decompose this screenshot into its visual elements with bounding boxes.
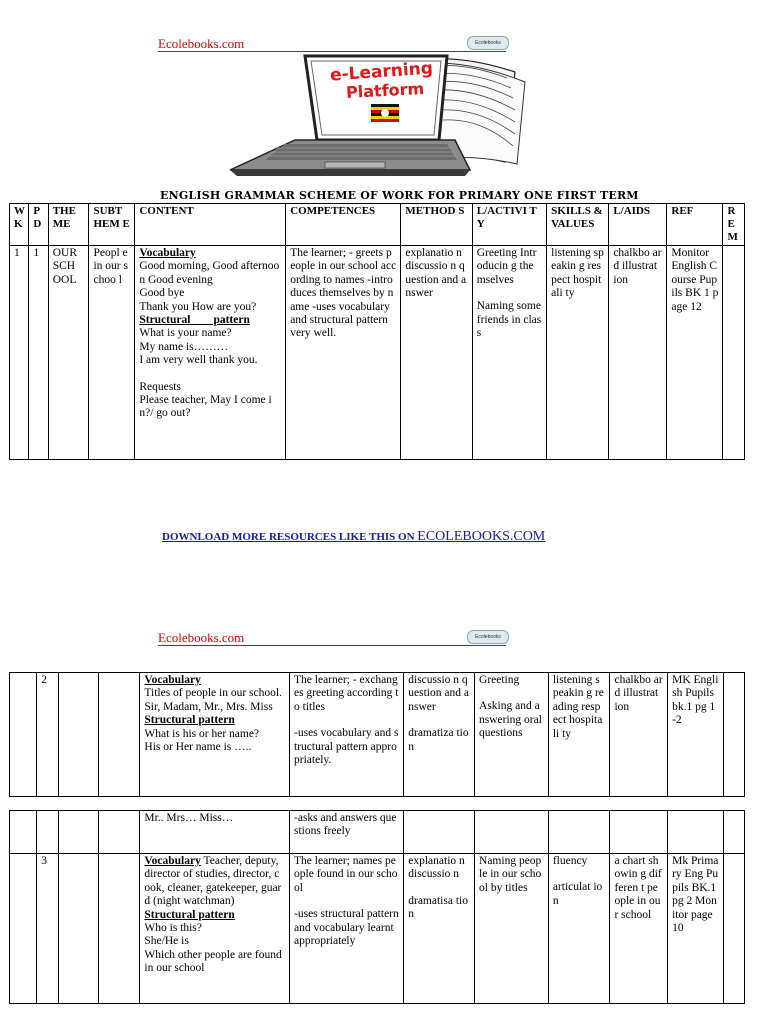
structural-pattern-heading: Structural pattern: [144, 714, 235, 727]
cell-competences: -asks and answers questions freely: [290, 811, 404, 854]
cell-skills: [548, 854, 610, 1004]
cell-ref: [668, 811, 724, 854]
scheme-table-3: [9, 810, 745, 1004]
content-line: My name is………: [139, 340, 229, 353]
competence-line: The learner; names people found in our school: [294, 855, 398, 894]
cell-skills: listening speakin g respect hospitali ty: [547, 246, 609, 460]
content-line: Good morning, Good afternoon Good evening: [139, 260, 280, 286]
cell-rem: [723, 811, 744, 854]
cell-rem: [723, 246, 745, 460]
competence-line: The learner; - exchanges greeting according to titles: [294, 674, 399, 713]
cell-aids: a chart showin g differen t people in our school: [610, 854, 668, 1004]
cell-ref: MK English Pupils bk.1 pg 1-2: [668, 673, 724, 797]
structural-pattern-heading: Structural pattern: [144, 908, 235, 921]
cell-wk: 1: [10, 246, 29, 460]
content-line: Who is this?: [144, 922, 202, 935]
table-row: [10, 811, 745, 854]
method-line: dramatiza tion: [408, 727, 469, 753]
cell-pd: 1: [29, 246, 48, 460]
banner-text-line2: Platform: [345, 78, 425, 103]
table-row: [10, 673, 745, 797]
col-header-methods: METHOD S: [401, 204, 472, 246]
cell-methods: [404, 811, 475, 854]
cell-wk: [10, 854, 37, 1004]
download-site[interactable]: ECOLEBOOKS.COM: [417, 529, 546, 544]
cell-content: Mr.. Mrs… Miss…: [140, 811, 290, 854]
cell-skills: [548, 811, 610, 854]
cell-rem: [723, 854, 744, 1004]
content-line: I am very well thank you.: [139, 354, 258, 367]
col-header-rem: R E M: [723, 204, 745, 246]
col-header-skills: SKILLS & VALUES: [547, 204, 609, 246]
table-header-row: [10, 204, 745, 246]
cell-content: [140, 854, 290, 1004]
competence-line: -uses structural pattern and vocabulary learnt appropriately: [294, 908, 399, 948]
vocabulary-heading: Vocabulary: [144, 674, 201, 686]
cell-pd: 3: [37, 854, 58, 1004]
cell-theme: [58, 811, 98, 854]
cell-ref: Mk Primary Eng Pupils BK.1 pg 2 Monitor page 10: [668, 854, 724, 1004]
cell-pd: 2: [37, 673, 58, 797]
cell-subtheme: [98, 673, 139, 797]
col-header-competences: COMPETENCES: [286, 204, 401, 246]
skill-line: fluency: [552, 855, 588, 867]
cell-subtheme: [98, 811, 139, 854]
cell-aids: chalkbo ard illustrat ion: [610, 673, 668, 797]
cell-subtheme: Peopl e in our schoo l: [89, 246, 135, 460]
col-header-activity: L/ACTIVI TY: [472, 204, 546, 246]
cell-subtheme: [98, 854, 139, 1004]
header-rule-page2: [158, 645, 506, 646]
cell-wk: [10, 811, 37, 854]
activity-line: Naming some friends in class: [476, 300, 542, 340]
competence-line: -uses vocabulary and structural pattern appropriately.: [294, 727, 399, 767]
cell-aids: [610, 811, 668, 854]
banner-text-line1: e-Learning: [329, 58, 434, 86]
col-header-subtheme: SUBT HEM E: [89, 204, 135, 246]
ecolebooks-logo-page2: Ecolebooks: [467, 630, 509, 644]
cell-theme: [58, 673, 98, 797]
scheme-table-1: [9, 203, 745, 460]
col-header-content: CONTENT: [135, 204, 286, 246]
content-line: Thank you How are you?: [139, 300, 257, 313]
cell-aids: chalkbo ard illustrat ion: [609, 246, 667, 460]
cell-wk: [10, 673, 37, 797]
content-line: Sir, Madam, Mr., Mrs. Miss: [144, 700, 273, 713]
content-line: His or Her name is …..: [144, 741, 252, 754]
vocabulary-text: Teacher, deputy, director of studies, director, cook, cleaner, gatekeeper, guard (night watchman): [144, 855, 282, 908]
cell-activity: [472, 246, 546, 460]
site-link-top[interactable]: Ecolebooks.com: [158, 36, 245, 51]
content-line: What is his or her name?: [144, 727, 260, 740]
download-more-link[interactable]: [162, 529, 545, 545]
col-header-pd: P D: [29, 204, 48, 246]
cell-methods: [404, 854, 475, 1004]
activity-line: Asking and answering oral questions: [479, 700, 542, 740]
cell-methods: [404, 673, 475, 797]
requests-heading: Requests: [139, 380, 181, 393]
content-line: Please teacher, May I come in?/ go out?: [139, 394, 272, 420]
cell-activity: [475, 811, 549, 854]
cell-theme: OUR SCH OOL: [48, 246, 89, 460]
col-header-aids: L/AIDS: [609, 204, 667, 246]
content-line: What is your name?: [139, 327, 232, 340]
cell-theme: [58, 854, 98, 1004]
download-text[interactable]: DOWNLOAD MORE RESOURCES LIKE THIS ON: [162, 531, 418, 543]
method-line: explanatio n discussio n: [408, 855, 465, 881]
vocabulary-heading: Vocabulary: [144, 855, 201, 867]
cell-rem: [723, 673, 744, 797]
cell-pd: [37, 811, 58, 854]
content-line: Good bye: [139, 287, 185, 300]
document-title: ENGLISH GRAMMAR SCHEME OF WORK FOR PRIMARY ONE FIRST TERM: [160, 189, 639, 202]
cell-methods: explanatio n discussio n question and answer: [401, 246, 472, 460]
method-line: discussio n question and answer: [408, 674, 469, 713]
content-line: She/He is: [144, 935, 189, 948]
scheme-table-2: [9, 672, 745, 797]
cell-ref: Monitor English Course Pupils BK 1 page 12: [667, 246, 723, 460]
table-row: [10, 246, 745, 460]
cell-competences: [290, 673, 404, 797]
cell-competences: [290, 854, 404, 1004]
ecolebooks-logo-top: Ecolebooks: [467, 36, 509, 50]
cell-activity: [475, 673, 549, 797]
cell-activity: Naming people in our school by titles: [475, 854, 549, 1004]
activity-line: Greeting: [479, 674, 520, 686]
col-header-theme: THE ME: [48, 204, 89, 246]
cell-skills: listening speakin g reading respect hospitali ty: [548, 673, 610, 797]
site-link-page2[interactable]: Ecolebooks.com: [158, 630, 245, 645]
cell-content: [140, 673, 290, 797]
col-header-ref: REF: [667, 204, 723, 246]
col-header-wk: W K: [10, 204, 29, 246]
method-line: dramatisa tion: [408, 894, 468, 921]
content-line: Titles of people in our school.: [144, 687, 282, 700]
cell-content: [135, 246, 286, 460]
vocabulary-line: [144, 855, 285, 909]
activity-line: Greeting Introducin g themselves: [476, 247, 537, 286]
vocabulary-heading: Vocabulary: [139, 247, 196, 259]
cell-competences: The learner; - greets people in our school according to names -introduces themselves by name -uses vocabulary and structural pattern very well.: [286, 246, 401, 460]
content-line: Which other people are found in our school: [144, 948, 282, 975]
structural-pattern-heading: Structural pattern: [139, 314, 250, 327]
skill-line: articulat ion: [552, 881, 603, 907]
table-row: [10, 854, 745, 1004]
